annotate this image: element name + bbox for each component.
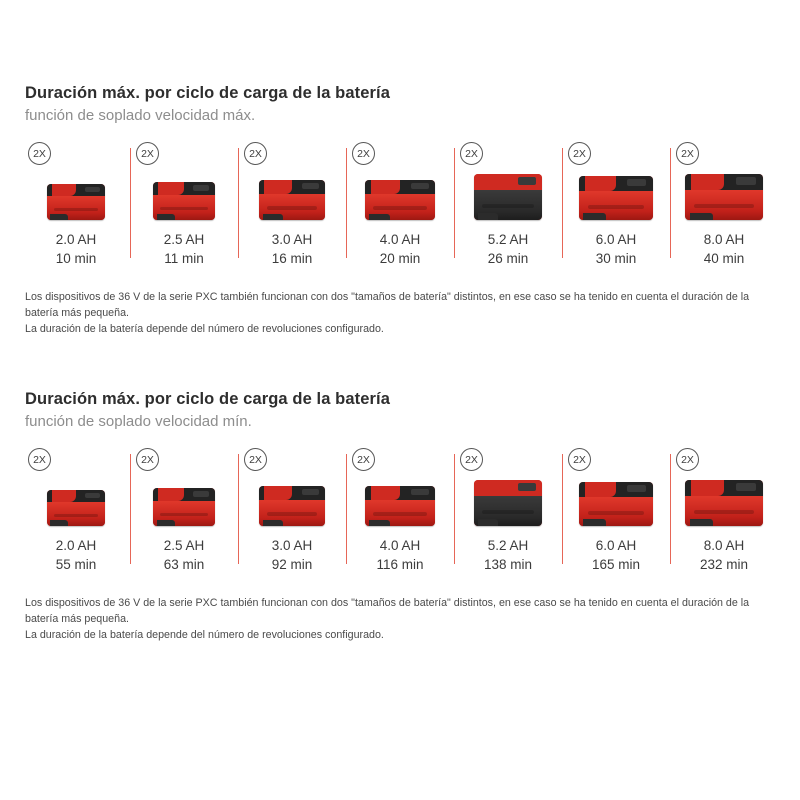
footnote-line: batería más pequeña. — [25, 613, 129, 625]
battery-cell — [670, 448, 778, 574]
battery-graphic-area — [244, 142, 340, 224]
battery-icon — [579, 176, 653, 220]
footnote-line: La duración de la batería depende del número de revoluciones configurado. — [25, 629, 384, 641]
battery-icon — [685, 174, 763, 220]
battery-duration-label: 40 min — [703, 251, 745, 266]
battery-duration-label: 116 min — [376, 557, 424, 572]
battery-duration-label: 11 min — [164, 251, 204, 266]
battery-count-badge: 2X — [460, 142, 483, 165]
battery-duration-label: 30 min — [595, 251, 637, 266]
battery-icon — [153, 182, 215, 220]
battery-icon — [365, 180, 435, 220]
battery-graphic-area — [460, 142, 556, 224]
battery-icon — [474, 174, 542, 220]
battery-cell — [346, 142, 454, 268]
page-subtitle: función de soplado velocidad máx. — [25, 107, 256, 124]
page-subtitle: función de soplado velocidad mín. — [25, 413, 252, 430]
battery-count-badge: 2X — [136, 142, 159, 165]
battery-icon — [365, 486, 435, 526]
battery-cell — [238, 448, 346, 574]
battery-cell — [562, 448, 670, 574]
section-max-speed — [22, 0, 778, 337]
battery-count-badge: 2X — [352, 142, 375, 165]
footnotes — [22, 596, 778, 643]
battery-duration-label: 16 min — [271, 251, 313, 266]
battery-count-badge: 2X — [352, 448, 375, 471]
battery-duration-label: 232 min — [699, 557, 749, 572]
battery-capacity-label: 2.0 AH — [55, 538, 97, 553]
battery-cell-row — [22, 142, 778, 268]
battery-icon — [474, 480, 542, 526]
battery-cell — [238, 142, 346, 268]
battery-duration-label: 55 min — [55, 557, 97, 572]
section-min-speed — [22, 338, 778, 643]
battery-capacity-label: 3.0 AH — [271, 232, 313, 247]
footnotes — [22, 290, 778, 337]
battery-graphic-area — [460, 448, 556, 530]
battery-cell — [454, 448, 562, 574]
battery-cell — [130, 142, 238, 268]
battery-count-badge: 2X — [28, 142, 51, 165]
battery-graphic-area — [568, 448, 664, 530]
battery-cell-row — [22, 448, 778, 574]
battery-capacity-label: 8.0 AH — [703, 232, 745, 247]
battery-capacity-label: 5.2 AH — [487, 232, 529, 247]
battery-cell — [130, 448, 238, 574]
battery-count-badge: 2X — [244, 142, 267, 165]
page-title: Duración máx. por ciclo de carga de la batería — [25, 84, 390, 102]
battery-graphic-area — [28, 448, 124, 530]
footnote-line: Los dispositivos de 36 V de la serie PXC también funcionan con dos "tamaños de batería" distintos, en ese caso se ha tenido en cuenta el duración de la — [25, 597, 750, 609]
battery-graphic-area — [244, 448, 340, 530]
battery-duration-label: 26 min — [487, 251, 529, 266]
battery-count-badge: 2X — [568, 448, 591, 471]
battery-capacity-label: 6.0 AH — [595, 538, 637, 553]
battery-graphic-area — [676, 448, 772, 530]
battery-cell — [22, 448, 130, 574]
battery-graphic-area — [352, 142, 448, 224]
battery-graphic-area — [676, 142, 772, 224]
battery-count-badge: 2X — [676, 142, 699, 165]
battery-graphic-area — [28, 142, 124, 224]
battery-capacity-label: 3.0 AH — [271, 538, 313, 553]
battery-count-badge: 2X — [28, 448, 51, 471]
battery-duration-label: 63 min — [163, 557, 205, 572]
battery-capacity-label: 6.0 AH — [595, 232, 637, 247]
page-title: Duración máx. por ciclo de carga de la batería — [25, 390, 390, 408]
battery-count-badge: 2X — [568, 142, 591, 165]
battery-capacity-label: 2.5 AH — [163, 232, 205, 247]
battery-capacity-label: 8.0 AH — [703, 538, 745, 553]
battery-count-badge: 2X — [244, 448, 267, 471]
battery-graphic-area — [136, 142, 232, 224]
battery-cell — [22, 142, 130, 268]
battery-icon — [47, 184, 105, 220]
footnote-line: batería más pequeña. — [25, 307, 129, 319]
battery-icon — [259, 180, 325, 220]
battery-cell — [454, 142, 562, 268]
battery-capacity-label: 4.0 AH — [379, 538, 421, 553]
battery-icon — [153, 488, 215, 526]
battery-duration-label: 10 min — [55, 251, 97, 266]
battery-duration-label: 20 min — [379, 251, 421, 266]
battery-count-badge: 2X — [136, 448, 159, 471]
battery-icon — [685, 480, 763, 526]
battery-icon — [47, 490, 105, 526]
battery-graphic-area — [352, 448, 448, 530]
battery-duration-label: 165 min — [591, 557, 641, 572]
battery-capacity-label: 2.5 AH — [163, 538, 205, 553]
battery-duration-label: 92 min — [271, 557, 313, 572]
battery-capacity-label: 2.0 AH — [55, 232, 97, 247]
battery-cell — [670, 142, 778, 268]
battery-count-badge: 2X — [676, 448, 699, 471]
battery-graphic-area — [568, 142, 664, 224]
battery-icon — [259, 486, 325, 526]
battery-capacity-label: 4.0 AH — [379, 232, 421, 247]
footnote-line: Los dispositivos de 36 V de la serie PXC también funcionan con dos "tamaños de batería" distintos, en ese caso se ha tenido en cuenta el duración de la — [25, 291, 750, 303]
footnote-line: La duración de la batería depende del número de revoluciones configurado. — [25, 323, 384, 335]
battery-count-badge: 2X — [460, 448, 483, 471]
battery-cell — [562, 142, 670, 268]
battery-graphic-area — [136, 448, 232, 530]
battery-capacity-label: 5.2 AH — [487, 538, 529, 553]
battery-duration-label: 138 min — [483, 557, 533, 572]
battery-icon — [579, 482, 653, 526]
battery-cell — [346, 448, 454, 574]
